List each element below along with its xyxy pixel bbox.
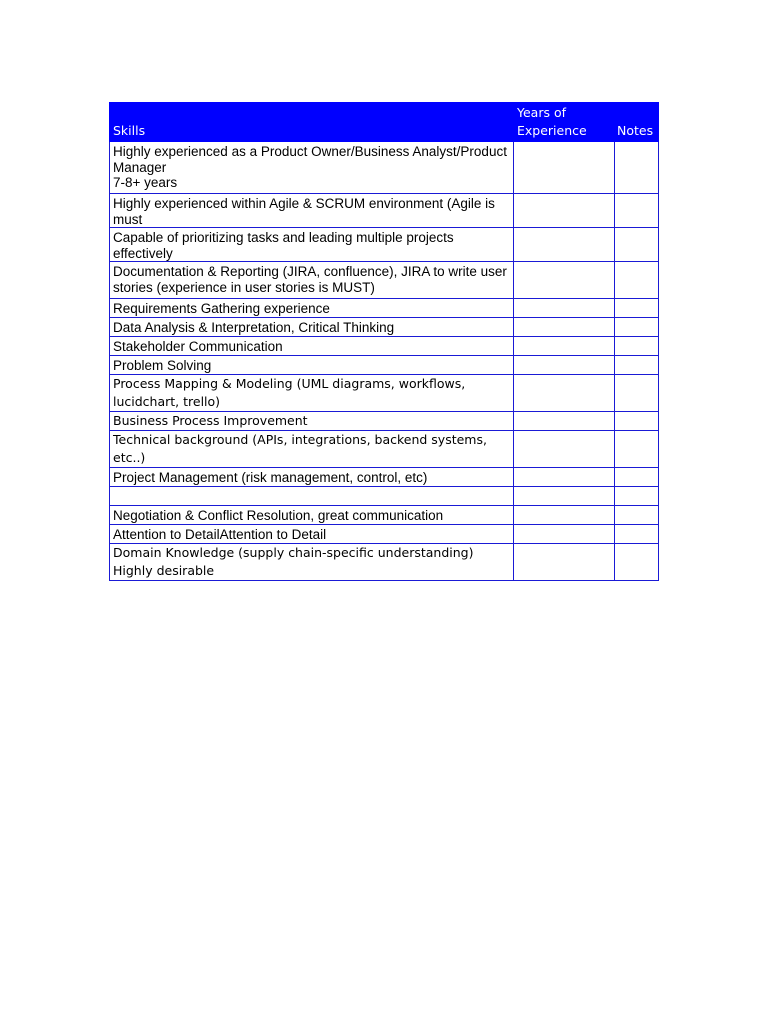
skill-cell: Highly experienced as a Product Owner/Business Analyst/Product Manager 7-8+ years — [110, 142, 514, 194]
table-row — [110, 337, 659, 356]
table-row — [110, 544, 659, 581]
years-cell[interactable] — [514, 142, 615, 194]
skill-cell: Problem Solving — [110, 356, 514, 375]
years-cell[interactable] — [514, 318, 615, 337]
years-cell[interactable] — [514, 375, 615, 412]
table-row — [110, 468, 659, 487]
skill-cell: Domain Knowledge (supply chain-specific understanding) Highly desirable — [110, 544, 514, 581]
skill-cell: Highly experienced within Agile & SCRUM environment (Agile is must — [110, 194, 514, 228]
table-row — [110, 228, 659, 262]
years-cell[interactable] — [514, 431, 615, 468]
skill-cell: Requirements Gathering experience — [110, 299, 514, 318]
skill-cell: Capable of prioritizing tasks and leading multiple projects effectively — [110, 228, 514, 262]
notes-cell[interactable] — [615, 337, 659, 356]
notes-cell[interactable] — [615, 356, 659, 375]
years-cell[interactable] — [514, 487, 615, 506]
table-row — [110, 356, 659, 375]
header-years-of-experience: Years of Experience — [514, 103, 615, 142]
table-row — [110, 375, 659, 412]
skill-cell[interactable] — [110, 487, 514, 506]
notes-cell[interactable] — [615, 142, 659, 194]
header-row — [110, 103, 659, 142]
table-row — [110, 525, 659, 544]
notes-cell[interactable] — [615, 431, 659, 468]
table-row — [110, 194, 659, 228]
table-row — [110, 142, 659, 194]
notes-cell[interactable] — [615, 228, 659, 262]
notes-cell[interactable] — [615, 262, 659, 299]
skill-cell: Data Analysis & Interpretation, Critical Thinking — [110, 318, 514, 337]
header-notes: Notes — [615, 103, 659, 142]
header-skills: Skills — [110, 103, 514, 142]
years-cell[interactable] — [514, 544, 615, 581]
skill-cell: Stakeholder Communication — [110, 337, 514, 356]
skill-cell: Project Management (risk management, control, etc) — [110, 468, 514, 487]
skill-cell: Attention to DetailAttention to Detail — [110, 525, 514, 544]
skill-cell: Process Mapping & Modeling (UML diagrams, workflows, lucidchart, trello) — [110, 375, 514, 412]
notes-cell[interactable] — [615, 544, 659, 581]
years-cell[interactable] — [514, 262, 615, 299]
notes-cell[interactable] — [615, 468, 659, 487]
skill-cell: Negotiation & Conflict Resolution, great communication — [110, 506, 514, 525]
table-row — [110, 318, 659, 337]
table-row — [110, 412, 659, 431]
years-cell[interactable] — [514, 337, 615, 356]
table-row — [110, 431, 659, 468]
skill-cell: Business Process Improvement — [110, 412, 514, 431]
table-row — [110, 487, 659, 506]
notes-cell[interactable] — [615, 525, 659, 544]
years-cell[interactable] — [514, 299, 615, 318]
years-cell[interactable] — [514, 468, 615, 487]
years-cell[interactable] — [514, 506, 615, 525]
skills-table — [109, 102, 659, 581]
skill-cell: Technical background (APIs, integrations, backend systems, etc..) — [110, 431, 514, 468]
notes-cell[interactable] — [615, 194, 659, 228]
notes-cell[interactable] — [615, 299, 659, 318]
table-row — [110, 262, 659, 299]
notes-cell[interactable] — [615, 318, 659, 337]
years-cell[interactable] — [514, 194, 615, 228]
skill-cell: Documentation & Reporting (JIRA, confluence), JIRA to write user stories (experience in user stories is MUST) — [110, 262, 514, 299]
notes-cell[interactable] — [615, 487, 659, 506]
table-row — [110, 506, 659, 525]
notes-cell[interactable] — [615, 506, 659, 525]
years-cell[interactable] — [514, 356, 615, 375]
table-row — [110, 299, 659, 318]
years-cell[interactable] — [514, 525, 615, 544]
years-cell[interactable] — [514, 228, 615, 262]
years-cell[interactable] — [514, 412, 615, 431]
notes-cell[interactable] — [615, 412, 659, 431]
notes-cell[interactable] — [615, 375, 659, 412]
